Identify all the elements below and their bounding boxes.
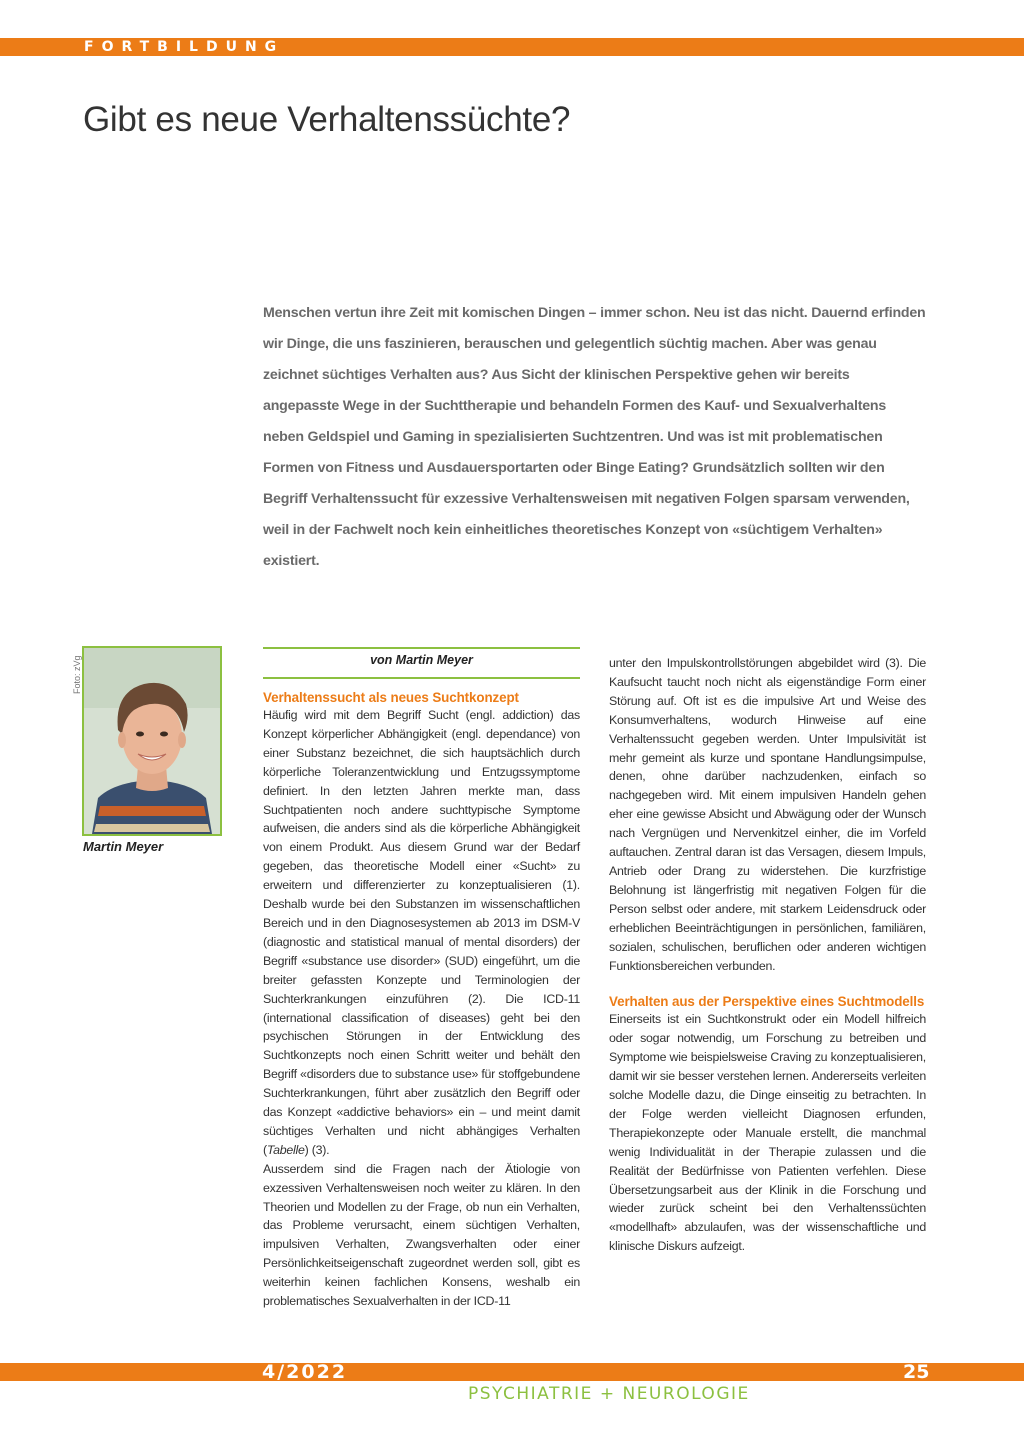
section-1-paragraph-1-text-a: Häufig wird mit dem Begriff Sucht (engl. addiction) das Konzept körperlicher Abhängigkeit (engl. dependance) von einer Substanz bezeichnet, die sich hauptsächlich durch körperliche Toleranzentwicklung und Entzugssymptome definiert. In den letzten Jahren merkte man, dass Suchtpatienten noch andere suchttypische Symptome aufweisen, die anders sind als die körperliche Abhängigkeit von einem Produkt. Aus diesem Grund war der Bedarf gegeben, das theoretische Modell einer «Sucht» zu erweitern und differenzierter zu konzeptualisieren (1). Deshalb wurde bei den Substanzen im wissenschaftlichen Bereich und in den Diagnosesystemen ab 2013 im DSM-V (diagnostic and statistical manual of mental disorders) der Begriff «substance use disorder» (SUD) eingeführt, um die breiter gefassten Konzepte und Terminologien der Suchterkrankungen einzuführen (2). Die ICD-11 (international classification of diseases) geht bei den psychischen Störungen in der Entwicklung des Suchtkonzepts noch einen Schritt weiter und behält den Begriff «disorders due to substance use» für stoffgebundene Suchterkrankungen, führt aber zusätzlich den Begriff oder das Konzept «addictive behaviors» ein – und meint damit süchtiges Verhalten und nicht abhängiges Verhalten ( [263, 708, 580, 1157]
photo-credit [54, 646, 82, 706]
section-1-paragraph-1 [263, 706, 580, 1160]
byline-rule-bottom [263, 677, 580, 679]
footer-bar [0, 1363, 1024, 1381]
byline-rule-top [263, 647, 580, 649]
author-photo [82, 646, 222, 836]
column-1 [263, 689, 580, 1311]
article-title: Gibt es neue Verhaltenssüchte? [83, 100, 571, 139]
section-2-heading: Verhalten aus der Perspektive eines Suchtmodells [609, 994, 925, 1010]
section-label: FORTBILDUNG [84, 39, 285, 55]
section-1-heading: Verhaltenssucht als neues Suchtkonzept [263, 690, 519, 705]
article-lead: Menschen vertun ihre Zeit mit komischen Dingen – immer schon. Neu ist das nicht. Dauernd erfinden wir Dinge, die uns faszinieren, berauschen und gelegentlich süchtig machen. Aber was genau zeichnet süchtiges Verhalten aus? Aus Sicht der klinischen Perspektive gehen wir bereits angepasste Wege in der Suchttherapie und behandeln Formen des Kauf- und Sexualverhaltens neben Geldspiel und Gaming in spezialisierten Suchtzentren. Und was ist mit problematischen Formen von Fitness und Ausdauersportarten oder Binge Eating? Grundsätzlich sollten wir den Begriff Verhaltenssucht für exzessive Verhaltensweisen mit negativen Folgen sparsam verwenden, weil in der Fachwelt noch kein einheitliches theoretisches Konzept von «süchtigem Verhalten» existiert. [263, 305, 926, 569]
column-2-paragraph-1: unter den Impulskontrollstörungen abgebildet wird (3). Die Kaufsucht taucht noch nicht als eigenständige Form einer Störung auf. Oft ist es die impulsive Art und Weise des Konsumverhaltens, wodurch Hinweise auf eine Verhaltenssucht gegeben werden. Unter Impulsivität ist mehr gemeint als kurze und spontane Handlungsimpulse, denen, ohne darüber nachzudenken, einfach so nachgegeben wird. Mit einem impulsiven Handeln gehen eher eine gewisse Absicht und Abwägung oder der Wunsch nach Vergnügen und Nervenkitzel einher, die im Vorfeld auftauchen. Zentral daran ist das Versagen, diesem Impuls, Antrieb oder Drang zu widerstehen. Die kurzfristige Belohnung ist längerfristig mit negativen Folgen für die Person selbst oder andere, mit starkem Leidensdruck oder erheblichen Beeinträchtigungen in persönlichen, familiären, sozialen, schulischen, beruflichen oder anderen wichtigen Funktionsbereichen verbunden. [609, 656, 926, 973]
byline: von Martin Meyer [370, 653, 473, 667]
table-reference: Tabelle [266, 1142, 305, 1157]
photo-caption: Martin Meyer [83, 839, 164, 854]
author-portrait-illustration [84, 648, 220, 834]
paragraph-spacer [609, 975, 926, 993]
journal-name: PSYCHIATRIE + NEUROLOGIE [468, 1384, 750, 1404]
photo-credit-text: Foto: zVg [72, 655, 82, 694]
section-2-paragraph-1: Einerseits ist ein Suchtkonstrukt oder ein Modell hilfreich oder sogar notwendig, um Forschung zu betreiben und Symptome wie beispielsweise Craving zu konzeptualisieren, damit wir sie besser verstehen lernen. Andererseits verleiten solche Modelle dazu, die Dinge einseitig zu betrachten. In der Folge werden vielleicht Diagnosen erfunden, Therapiekonzepte oder Manuale erstellt, die manchmal wenig Individualität in der Therapie zulassen und die Realität der Bedürfnisse von Patienten verfehlen. Diese Übersetzungsarbeit aus der Klinik in die Forschung und wieder zurück scheint bei den Verhaltenssüchten «modellhaft» abzulaufen, was der wissenschaftliche und klinische Diskurs aufzeigt. [609, 1012, 926, 1254]
page-number: 25 [903, 1361, 930, 1383]
issue-number: 4/2022 [262, 1361, 348, 1383]
section-1-paragraph-1-text-b: ) (3). [304, 1142, 330, 1157]
section-1-paragraph-2: Ausserdem sind die Fragen nach der Ätiologie von exzessiven Verhaltensweisen noch weiter zu klären. In den Theorien und Modellen zu der Frage, ob nun ein Verhalten, das Probleme verursacht, einem süchtigen Verhalten, impulsiven Verhalten, Zwangsverhalten oder einer Persönlichkeitseigenschaft zugeordnet werden soll, gibt es weiterhin keinen fachlichen Konsens, weshalb ein problematisches Sexualverhalten in der ICD-11 [263, 1161, 580, 1309]
column-2 [609, 654, 926, 1256]
